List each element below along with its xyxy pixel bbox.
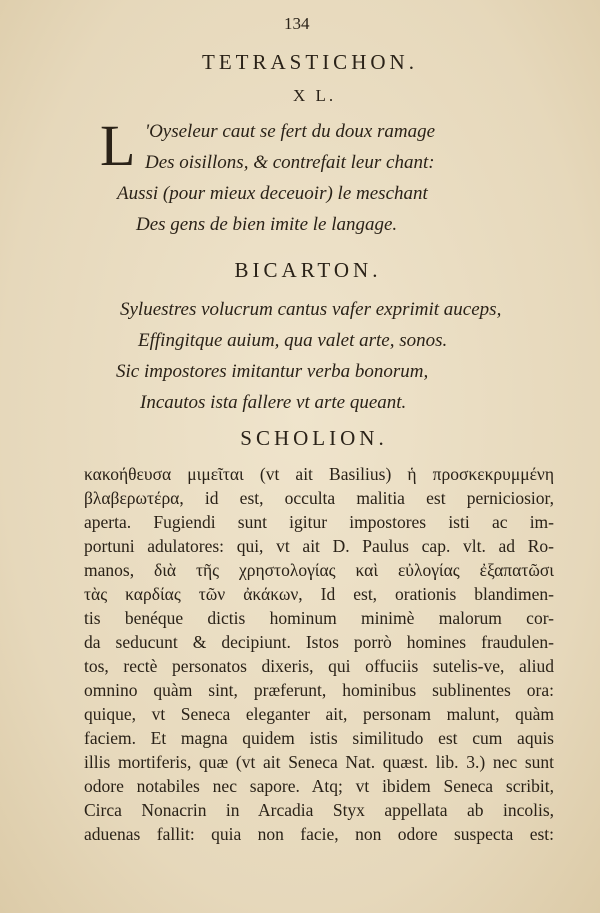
poem-line: 'Oyseleur caut se fert du doux ramage [145, 121, 436, 142]
scholion-text [84, 462, 554, 846]
page-heading: TETRASTICHON. [202, 50, 418, 74]
page-number: 134 [284, 14, 310, 33]
text-line: Circa Nonacrin in Arcadia Styx appellata ab incolis, [84, 800, 554, 820]
poem-line: Des gens de bien imite le langage. [136, 214, 398, 235]
text-line: tis benéque dictis hominum minimè malorum cor- [84, 608, 554, 628]
text-line: illis mortiferis, quæ (vt ait Seneca Nat. quæst. lib. 3.) nec sunt [84, 752, 554, 772]
text-line: aduenas fallit: quia non facie, non odore suspecta est: [84, 824, 554, 844]
text-line: βλαβερωτέρα, id est, occulta malitia est perniciosior, [84, 488, 554, 508]
poem-line: Effingitque auium, qua valet arte, sonos. [138, 330, 448, 351]
text-line: faciem. Et magna quidem istis similitudo est cum aquis [84, 728, 554, 748]
scholion-heading: SCHOLION. [240, 426, 388, 450]
latin-poem [0, 294, 502, 418]
text-line: omnino quàm sint, præferunt, hominibus sublinentes ora: [84, 680, 554, 700]
bicarton-heading: BICARTON. [234, 258, 382, 282]
text-line: portuni adulatores: qui, vt ait D. Paulus cap. vlt. ad Ro- [84, 536, 554, 556]
text-line: aperta. Fugiendi sunt igitur impostores isti ac im- [84, 512, 554, 532]
text-line: odore notabiles nec sapore. Atq; vt ibidem Seneca scribit, [84, 776, 554, 796]
poem-line: Syluestres volucrum cantus vafer exprimit auceps, [120, 299, 502, 320]
poem-line: Des oisillons, & contrefait leur chant: [145, 152, 435, 173]
poem-line: Sic impostores imitantur verba bonorum, [116, 361, 429, 382]
drop-cap-letter: L [100, 113, 136, 178]
text-line: da seducunt & decipiunt. Istos porrò homines fraudulen- [84, 632, 554, 652]
text-line: quique, vt Seneca eleganter ait, personam malunt, quàm [84, 704, 554, 724]
section-number: X L. [293, 86, 337, 105]
french-poem [112, 116, 435, 240]
text-line: τὰς καρδίας τῶν ἀκάκων, Id est, orationis blandimen- [84, 584, 554, 604]
text-line: manos, διὰ τῆς χρηστολογίας καὶ εὐλογίας ἐξαπατῶσι [84, 560, 554, 580]
poem-line: Aussi (pour mieux deceuoir) le meschant [117, 183, 428, 204]
text-line: κακοήθευσα μιμεῖται (vt ait Basilius) ἡ προσκεκρυμμένη [84, 464, 554, 484]
poem-line: Incautos ista fallere vt arte queant. [140, 392, 407, 413]
text-line: tos, rectè personatos dixeris, qui offuciis sutelis-ve, aliud [84, 656, 554, 676]
